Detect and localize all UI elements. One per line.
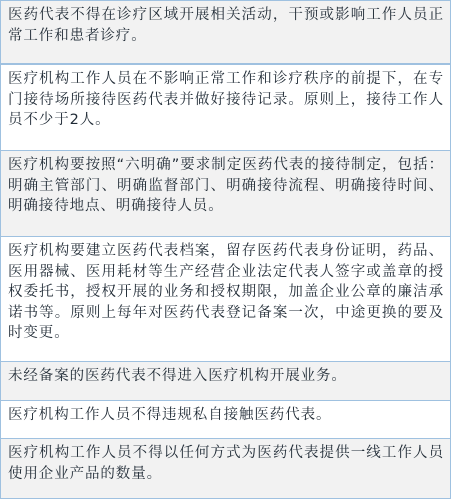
rule-text: 医药代表不得在诊疗区域开展相关活动，干预或影响工作人员正常工作和患者诊疗。 bbox=[8, 7, 444, 44]
rule-text: 医疗机构工作人员在不影响正常工作和诊疗秩序的前提下，在专门接待场所接待医药代表并做好接待记录。原则上，接待工作人员不少于2人。 bbox=[8, 71, 444, 128]
rule-row bbox=[1, 64, 450, 150]
rule-text: 医疗机构要建立医药代表档案，留存医药代表身份证明，药品、医用器械、医用耗材等生产经营企业法定代表人签字或盖章的授权委托书，授权开展的业务和授权期限，加盖企业公章的廉洁承诺书等。原则上每年对医药代表登记备案一次，中途更换的要及时变更。 bbox=[8, 243, 444, 341]
rule-row bbox=[1, 438, 450, 498]
rule-text: 未经备案的医药代表不得进入医疗机构开展业务。 bbox=[8, 368, 347, 384]
rule-row bbox=[1, 236, 450, 361]
rule-row bbox=[1, 361, 450, 400]
rule-row bbox=[1, 1, 450, 64]
rule-text: 医疗机构工作人员不得违规私自接触医药代表。 bbox=[8, 407, 332, 423]
rule-row bbox=[1, 400, 450, 438]
rule-row bbox=[1, 150, 450, 236]
rule-text: 医疗机构要按照“六明确”要求制定医药代表的接待制定，包括：明确主管部门、明确监督部门、明确接待流程、明确接待时间、明确接待地点、明确接待人员。 bbox=[8, 157, 444, 214]
rule-text: 医疗机构工作人员不得以任何方式为医药代表提供一线工作人员使用企业产品的数量。 bbox=[8, 445, 444, 482]
